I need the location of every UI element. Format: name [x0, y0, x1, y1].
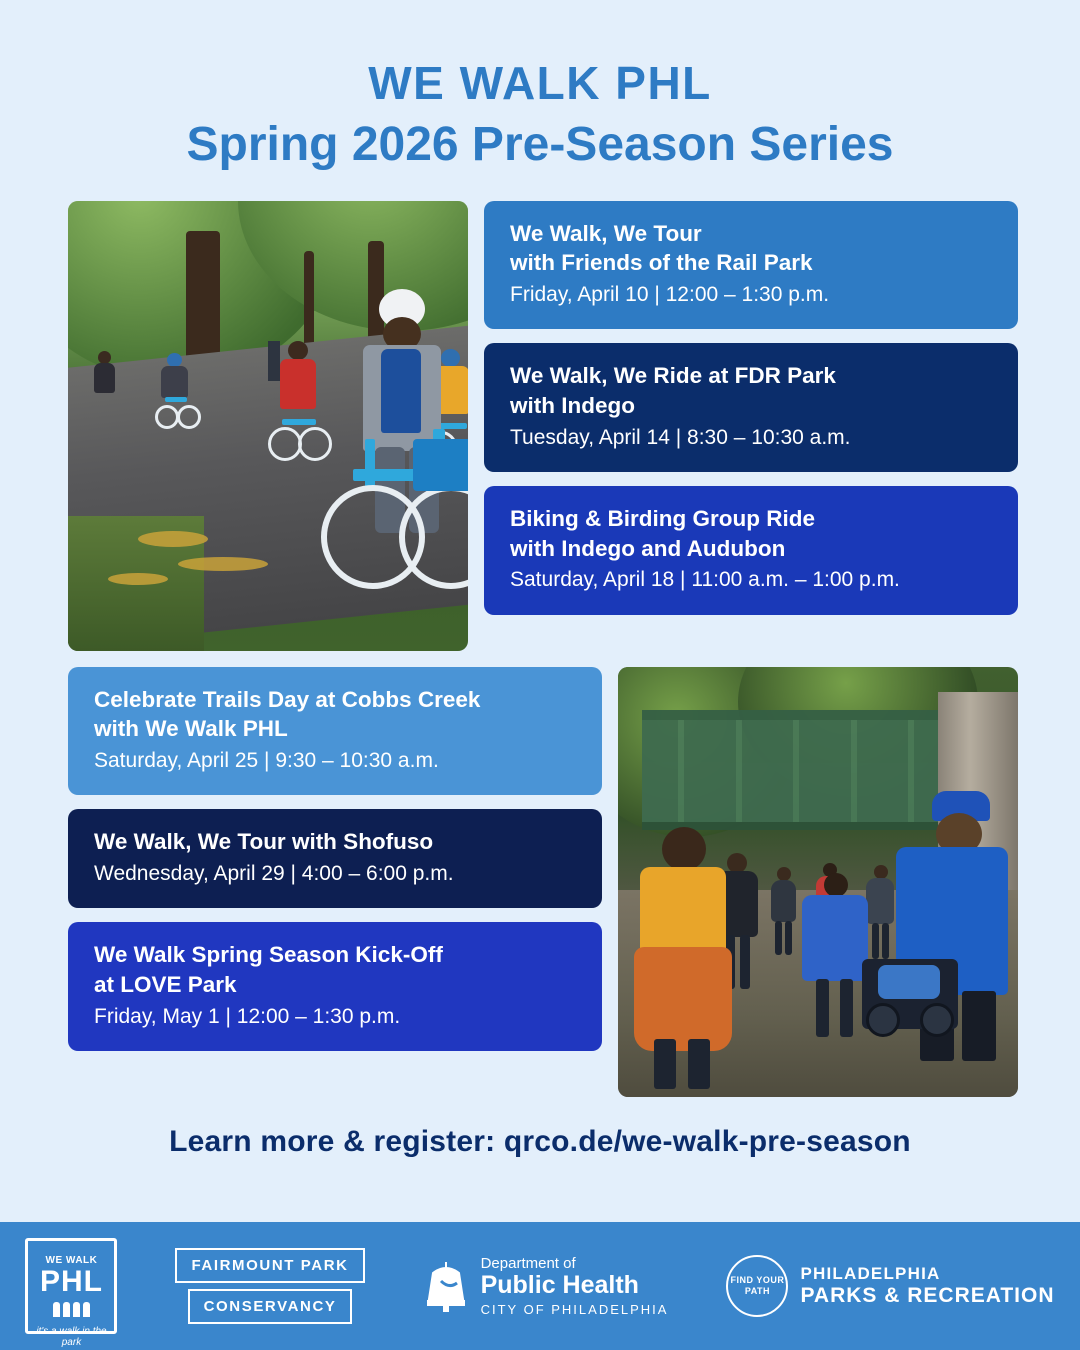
health-logo-line1: Department of — [480, 1255, 576, 1273]
registration-cta[interactable]: Learn more & register: qrco.de/we-walk-pre-season — [169, 1124, 911, 1158]
ppr-logo-line2: PARKS & RECREATION — [800, 1284, 1055, 1308]
poster-title-primary: WE WALK PHL — [368, 57, 712, 109]
event-cards-top — [484, 201, 1018, 651]
bottom-section — [0, 651, 1080, 1097]
health-logo-line2: Public Health — [480, 1271, 639, 1300]
sponsor-footer — [0, 1222, 1080, 1350]
event-title-line1: We Walk, We Ride at FDR Park — [510, 363, 836, 389]
event-card[interactable] — [68, 667, 602, 796]
event-datetime: Friday, April 10 | 12:00 – 1:30 p.m. — [510, 282, 830, 306]
ppr-logo-line1: PHILADELPHIA — [800, 1263, 941, 1283]
event-title-line2: with Indego and Audubon — [510, 535, 786, 561]
event-card[interactable] — [68, 922, 602, 1051]
event-datetime: Tuesday, April 14 | 8:30 – 10:30 a.m. — [510, 425, 851, 449]
event-datetime: Saturday, April 18 | 11:00 a.m. – 1:00 p.m. — [510, 568, 900, 592]
poster-title-secondary: Spring 2026 Pre-Season Series — [186, 117, 894, 171]
event-datetime: Wednesday, April 29 | 4:00 – 6:00 p.m. — [94, 862, 454, 885]
we-walk-phl-logo-top: WE WALK — [45, 1255, 98, 1267]
event-title-line2: with Indego — [510, 393, 635, 418]
event-title-line2: with Friends of the Rail Park — [510, 250, 813, 276]
philadelphia-parks-and-recreation-logo — [726, 1255, 1054, 1317]
event-datetime: Saturday, April 25 | 9:30 – 10:30 a.m. — [94, 748, 439, 772]
event-title-line1: We Walk Spring Season Kick-Off — [94, 942, 443, 968]
event-datetime: Friday, May 1 | 12:00 – 1:30 p.m. — [94, 1004, 401, 1028]
we-walk-phl-logo — [25, 1238, 117, 1348]
event-title-line1: We Walk, We Tour — [510, 220, 702, 246]
walking-figures-icon — [53, 1302, 90, 1317]
fairmount-logo-line1: FAIRMOUNT PARK — [175, 1248, 364, 1283]
liberty-bell-icon — [423, 1259, 469, 1313]
event-title-line1: Celebrate Trails Day at Cobbs Creek — [94, 686, 481, 712]
find-your-path-seal-icon: FIND YOUR PATH — [726, 1255, 788, 1317]
fairmount-logo-line2: CONSERVANCY — [188, 1289, 353, 1324]
event-title-line2: with We Walk PHL — [94, 716, 288, 742]
event-title-line1: We Walk, We Tour with Shofuso — [94, 829, 434, 855]
event-title-line1: Biking & Birding Group Ride — [510, 506, 815, 532]
event-title-line2: at LOVE Park — [94, 972, 237, 998]
philadelphia-department-of-public-health-logo — [423, 1255, 669, 1317]
event-card[interactable] — [484, 486, 1018, 615]
event-card[interactable] — [68, 809, 602, 908]
we-walk-phl-logo-main: PHL — [39, 1264, 103, 1298]
event-card[interactable] — [484, 201, 1018, 330]
top-section — [0, 175, 1080, 651]
health-logo-line3: CITY OF PHILADELPHIA — [480, 1301, 669, 1317]
we-walk-phl-logo-tagline: it's a walk in the park — [36, 1326, 107, 1348]
event-cards-bottom — [68, 667, 602, 1097]
fairmount-park-conservancy-logo — [175, 1248, 364, 1324]
poster-header — [0, 0, 1080, 175]
cyclists-photo — [68, 201, 468, 651]
walkers-photo — [618, 667, 1018, 1097]
event-card[interactable] — [484, 343, 1018, 472]
